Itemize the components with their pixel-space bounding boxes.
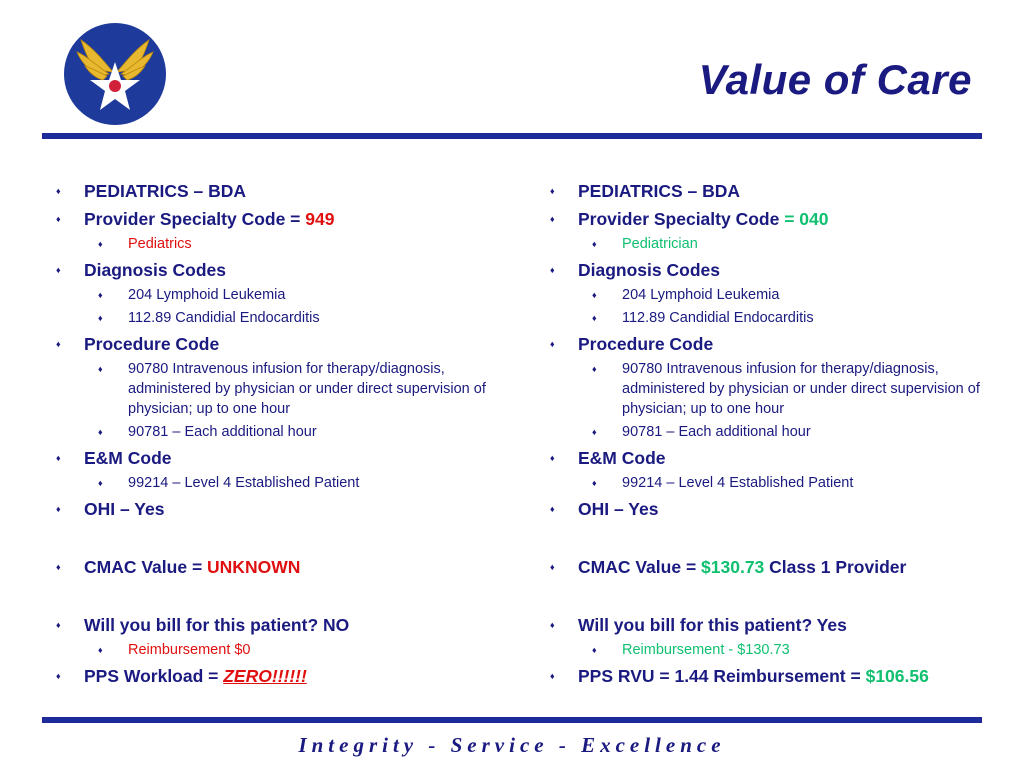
diamond-bullet-icon: ♦ xyxy=(98,364,103,374)
diamond-bullet-icon: ♦ xyxy=(56,671,61,681)
right-bill: Will you bill for this patient? Yes xyxy=(578,615,847,635)
right-specialty-item xyxy=(544,207,994,231)
left-cmac-item xyxy=(50,555,500,579)
left-proc1-item xyxy=(50,359,500,419)
left-bill-item xyxy=(50,613,500,637)
diamond-bullet-icon: ♦ xyxy=(550,186,555,196)
left-proc2-item xyxy=(50,422,500,442)
left-procedure-label: Procedure Code xyxy=(84,334,220,354)
right-proc2-item xyxy=(544,422,994,442)
right-procedure-item xyxy=(544,332,994,356)
left-pps-item xyxy=(50,664,500,688)
left-reimb-item xyxy=(50,640,500,660)
left-cmac-label: CMAC Value = xyxy=(84,557,208,577)
left-em1: 99214 – Level 4 Established Patient xyxy=(128,475,360,491)
right-column xyxy=(544,175,994,688)
right-diag2-item xyxy=(544,308,994,328)
right-bill-item xyxy=(544,613,994,637)
right-ohi-item xyxy=(544,497,994,521)
left-diagnosis-item xyxy=(50,258,500,282)
left-specialty-label: Provider Specialty Code = xyxy=(84,209,306,229)
left-pps-value: ZERO!!!!!! xyxy=(223,666,307,686)
right-specialty-value: = 040 xyxy=(784,209,829,229)
footer-divider xyxy=(42,717,982,723)
diamond-bullet-icon: ♦ xyxy=(56,339,61,349)
air-corps-logo-icon xyxy=(63,22,167,126)
right-diagnosis-label: Diagnosis Codes xyxy=(578,260,720,280)
right-em1: 99214 – Level 4 Established Patient xyxy=(622,475,854,491)
right-cmac-label: CMAC Value = xyxy=(578,557,702,577)
left-diag2: 112.89 Candidial Endocarditis xyxy=(128,310,320,326)
right-ohi: OHI – Yes xyxy=(578,499,659,519)
page-title: Value of Care xyxy=(698,56,972,103)
left-proc2: 90781 – Each additional hour xyxy=(128,424,317,440)
left-em-label: E&M Code xyxy=(84,448,172,468)
diamond-bullet-icon: ♦ xyxy=(592,290,597,300)
left-ohi-item xyxy=(50,497,500,521)
diamond-bullet-icon: ♦ xyxy=(550,339,555,349)
diamond-bullet-icon: ♦ xyxy=(98,427,103,437)
right-cmac-value: $130.73 xyxy=(701,557,765,577)
right-specialty-desc-item xyxy=(544,234,994,254)
diamond-bullet-icon: ♦ xyxy=(550,562,555,572)
diamond-bullet-icon: ♦ xyxy=(592,313,597,323)
left-em1-item xyxy=(50,473,500,493)
right-pps-label: PPS RVU = 1.44 Reimbursement = xyxy=(578,666,866,686)
diamond-bullet-icon: ♦ xyxy=(592,364,597,374)
left-reimb: Reimbursement $0 xyxy=(128,642,251,658)
diamond-bullet-icon: ♦ xyxy=(550,453,555,463)
right-cmac-suffix: Class 1 Provider xyxy=(764,557,907,577)
left-proc1: 90780 Intravenous infusion for therapy/diagnosis, administered by physician or under direct supervision of physician; up to one hour xyxy=(128,361,486,417)
right-proc1: 90780 Intravenous infusion for therapy/diagnosis, administered by physician or under direct supervision of physician; up to one hour xyxy=(622,361,980,417)
diamond-bullet-icon: ♦ xyxy=(550,265,555,275)
right-proc2: 90781 – Each additional hour xyxy=(622,424,811,440)
right-pps-value: $106.56 xyxy=(865,666,929,686)
diamond-bullet-icon: ♦ xyxy=(98,478,103,488)
diamond-bullet-icon: ♦ xyxy=(56,562,61,572)
left-ohi: OHI – Yes xyxy=(84,499,165,519)
right-diag2: 112.89 Candidial Endocarditis xyxy=(622,310,814,326)
diamond-bullet-icon: ♦ xyxy=(550,620,555,630)
right-cmac-item xyxy=(544,555,994,579)
diamond-bullet-icon: ♦ xyxy=(98,645,103,655)
right-reimb: Reimbursement - $130.73 xyxy=(622,642,790,658)
diamond-bullet-icon: ♦ xyxy=(98,290,103,300)
diamond-bullet-icon: ♦ xyxy=(98,239,103,249)
right-pediatrics-text: PEDIATRICS – BDA xyxy=(578,181,741,201)
right-specialty-label: Provider Specialty Code xyxy=(578,209,785,229)
diamond-bullet-icon: ♦ xyxy=(56,453,61,463)
left-specialty-desc: Pediatrics xyxy=(128,236,192,252)
left-pps-label: PPS Workload = xyxy=(84,666,224,686)
right-diag1-item xyxy=(544,285,994,305)
diamond-bullet-icon: ♦ xyxy=(56,186,61,196)
diamond-bullet-icon: ♦ xyxy=(550,504,555,514)
diamond-bullet-icon: ♦ xyxy=(592,645,597,655)
right-specialty-desc: Pediatrician xyxy=(622,236,698,252)
right-em1-item xyxy=(544,473,994,493)
right-reimb-item xyxy=(544,640,994,660)
left-pediatrics-item xyxy=(50,179,500,203)
diamond-bullet-icon: ♦ xyxy=(550,671,555,681)
right-diagnosis-item xyxy=(544,258,994,282)
right-pps-item xyxy=(544,664,994,688)
left-specialty-item xyxy=(50,207,500,231)
right-pediatrics-item xyxy=(544,179,994,203)
diamond-bullet-icon: ♦ xyxy=(592,239,597,249)
diamond-bullet-icon: ♦ xyxy=(550,214,555,224)
left-procedure-item xyxy=(50,332,500,356)
left-column xyxy=(50,175,500,688)
left-diag1: 204 Lymphoid Leukemia xyxy=(128,287,286,303)
left-diagnosis-label: Diagnosis Codes xyxy=(84,260,226,280)
header-divider xyxy=(42,133,982,139)
right-em-label: E&M Code xyxy=(578,448,666,468)
left-bill: Will you bill for this patient? NO xyxy=(84,615,350,635)
left-specialty-value: 949 xyxy=(305,209,335,229)
left-specialty-desc-item xyxy=(50,234,500,254)
left-pediatrics-text: PEDIATRICS – BDA xyxy=(84,181,247,201)
diamond-bullet-icon: ♦ xyxy=(592,427,597,437)
right-diag1: 204 Lymphoid Leukemia xyxy=(622,287,780,303)
left-cmac-value: UNKNOWN xyxy=(207,557,301,577)
left-diag2-item xyxy=(50,308,500,328)
diamond-bullet-icon: ♦ xyxy=(56,504,61,514)
diamond-bullet-icon: ♦ xyxy=(56,620,61,630)
diamond-bullet-icon: ♦ xyxy=(98,313,103,323)
left-em-item xyxy=(50,446,500,470)
diamond-bullet-icon: ♦ xyxy=(56,214,61,224)
right-em-item xyxy=(544,446,994,470)
left-diag1-item xyxy=(50,285,500,305)
footer-motto: Integrity - Service - Excellence xyxy=(298,733,726,757)
right-procedure-label: Procedure Code xyxy=(578,334,714,354)
diamond-bullet-icon: ♦ xyxy=(56,265,61,275)
right-proc1-item xyxy=(544,359,994,419)
diamond-bullet-icon: ♦ xyxy=(592,478,597,488)
